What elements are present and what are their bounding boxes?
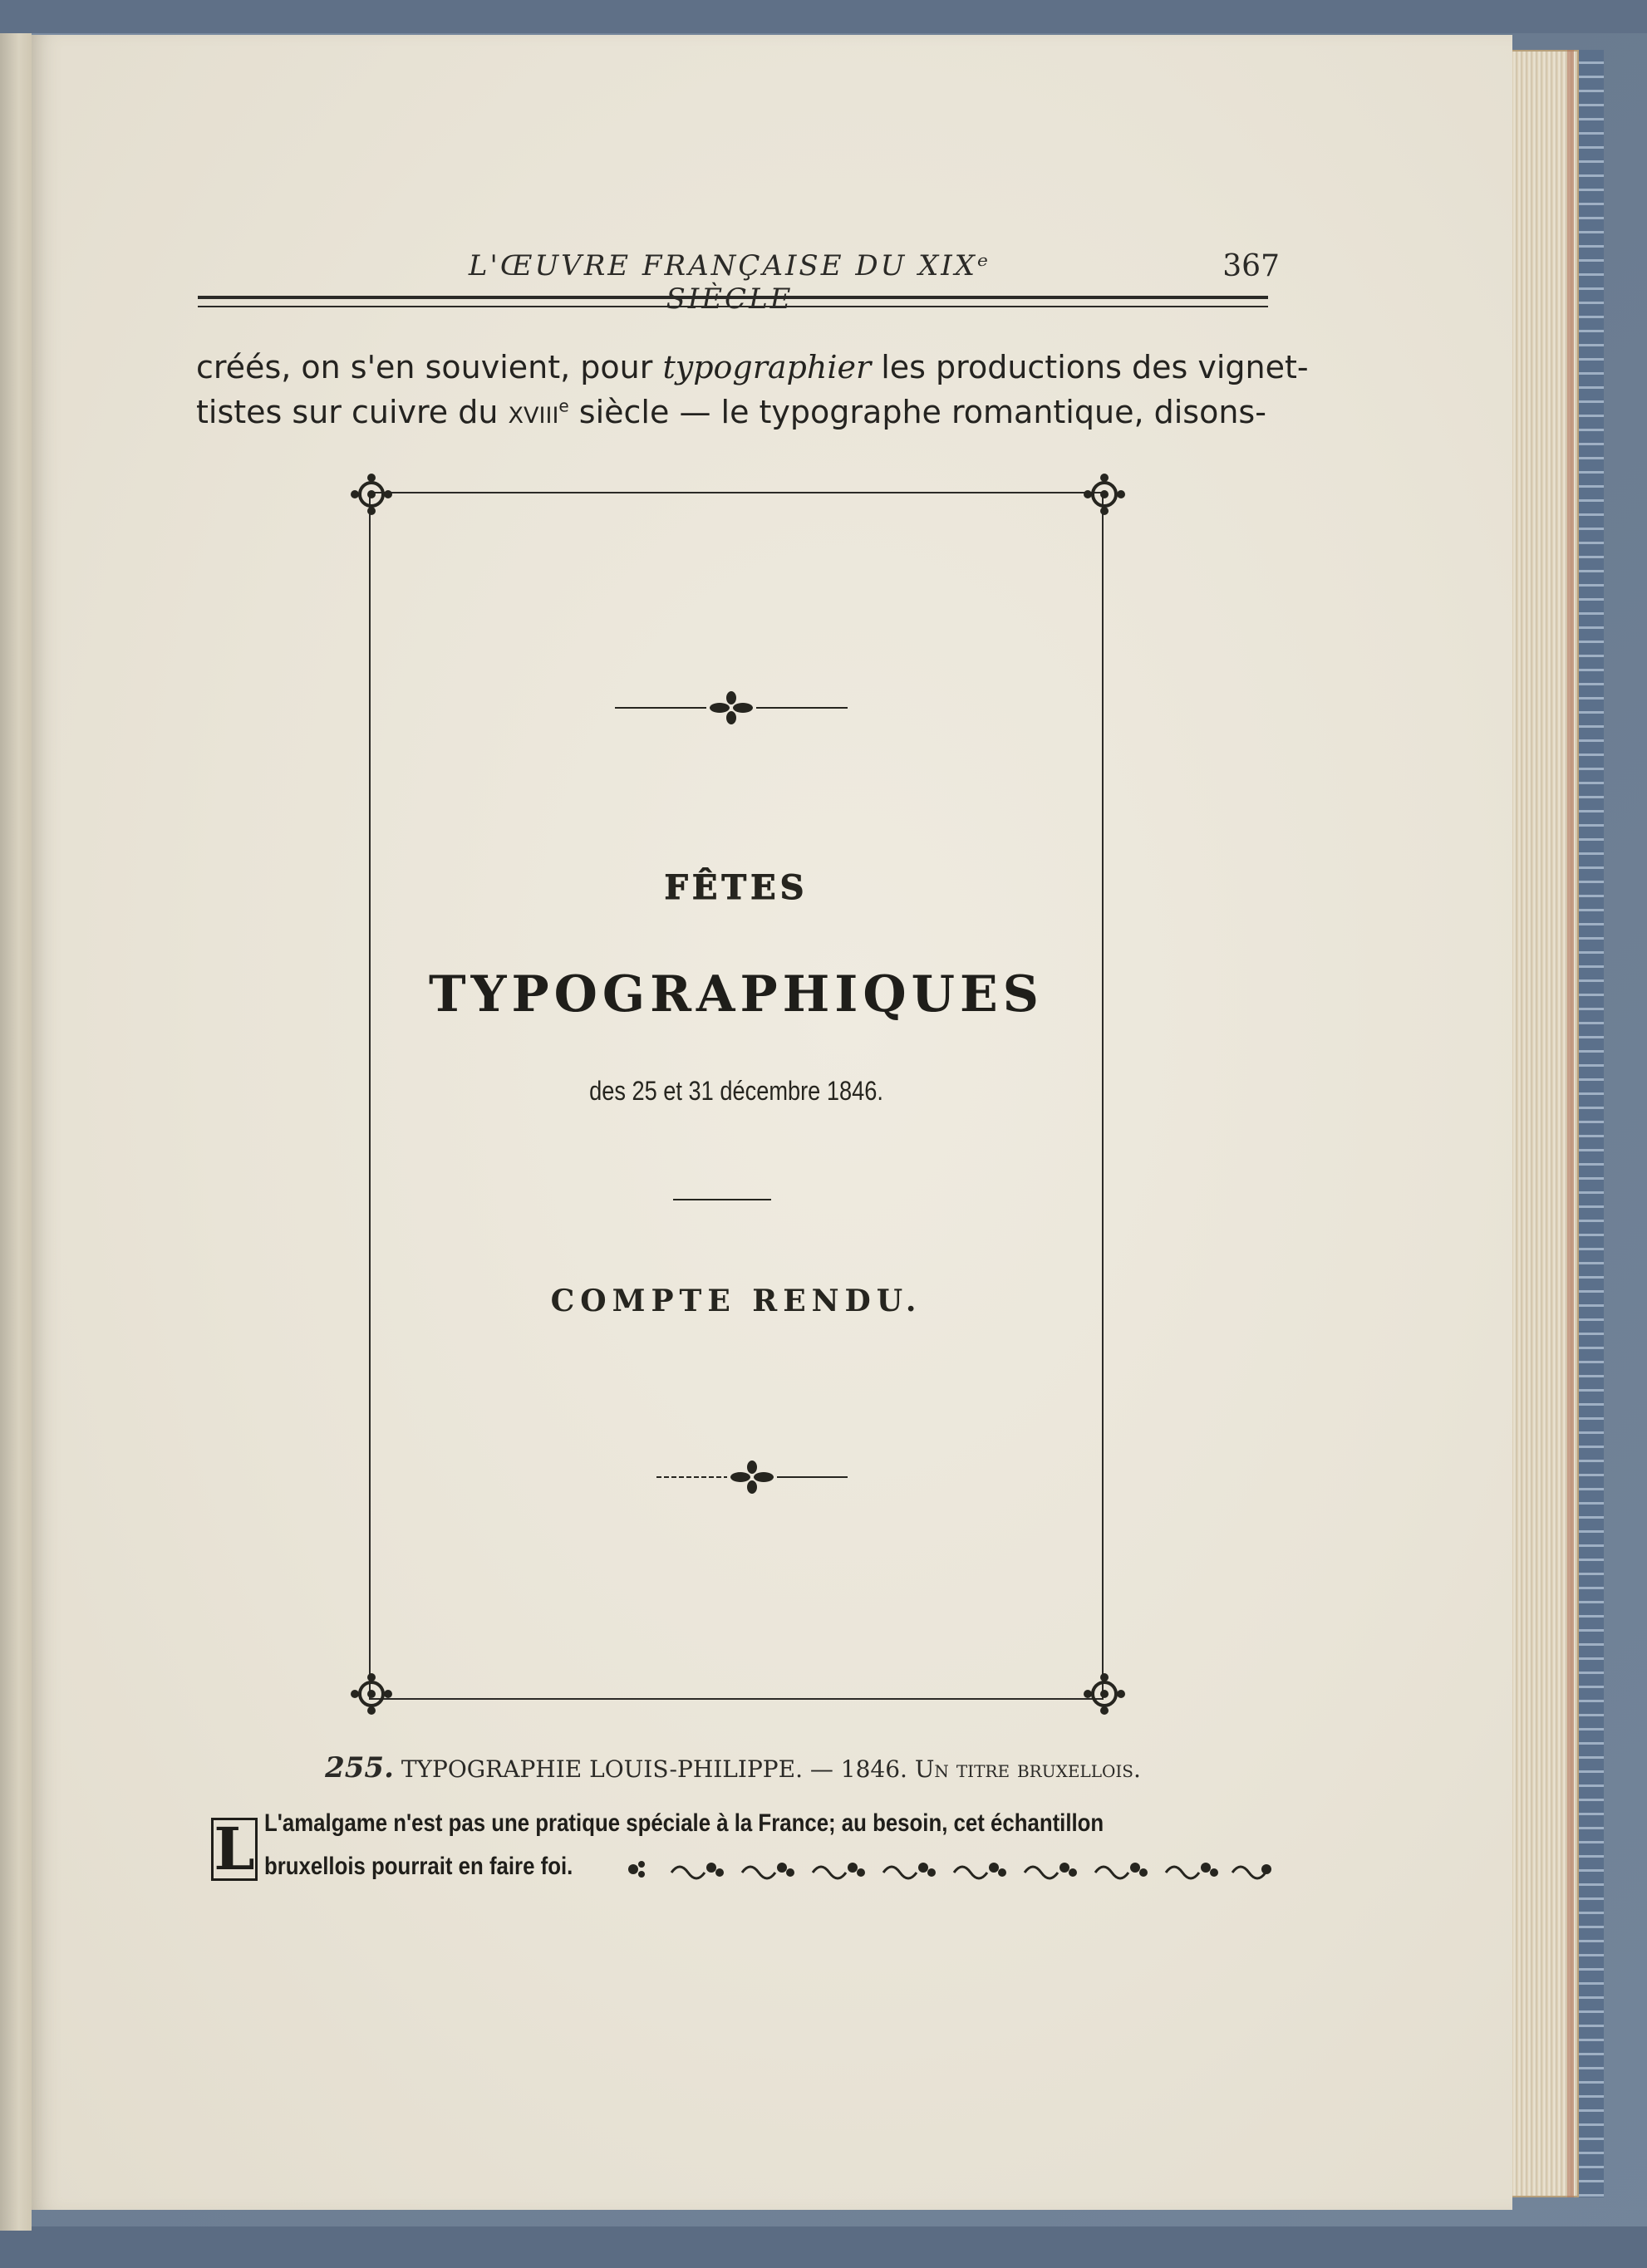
corner-ornament-icon: [347, 1670, 396, 1718]
corner-ornament-icon: [1080, 1670, 1128, 1718]
page-number: 367: [1222, 249, 1280, 283]
header-double-rule: [198, 296, 1268, 307]
body-text-line-2: tistes sur cuivre du xviii$^e$ siècle — le typographe romantique, disons-: [196, 394, 1266, 430]
body-text-line-1: créés, on s'en souvient, pour typographier les productions des vignet-: [196, 349, 1309, 385]
title-word-typographiques: TYPOGRAPHIQUES: [428, 965, 1045, 1024]
title-compte-rendu: COMPTE RENDU.: [550, 1284, 922, 1318]
left-page-edge: [0, 33, 32, 2231]
corner-ornament-icon: [1080, 470, 1128, 518]
paragraph-line-2: bruxellois pourrait en faire foi.: [264, 1853, 573, 1880]
cover-top-edge: [0, 0, 1647, 33]
title-word-fetes: FÊTES: [664, 868, 809, 907]
figure-caption: 255. TYPOGRAPHIE LOUIS-PHILIPPE. — 1846. Un titre bruxellois.: [325, 1751, 1141, 1784]
corner-ornament-icon: [347, 470, 396, 518]
title-dates: des 25 et 31 décembre 1846.: [589, 1076, 883, 1106]
fleuron-rule-bottom-icon: [656, 1460, 848, 1494]
running-header-title: L'ŒUVRE FRANÇAISE DU XIXᵉ SIÈCLE: [468, 249, 991, 316]
cover-binding-cloth: [1579, 50, 1604, 2197]
page-edge-tint: [1567, 50, 1574, 2197]
drop-cap: L: [211, 1818, 258, 1881]
flourish-ornament-row-icon: [622, 1851, 1278, 1888]
fleuron-rule-top-icon: [615, 691, 848, 724]
paragraph-line-1: L'amalgame n'est pas une pratique spéciale à la France; au besoin, cet échantillon: [264, 1809, 1104, 1837]
title-short-rule: [673, 1199, 771, 1200]
cover-bottom-edge: [0, 2226, 1647, 2268]
